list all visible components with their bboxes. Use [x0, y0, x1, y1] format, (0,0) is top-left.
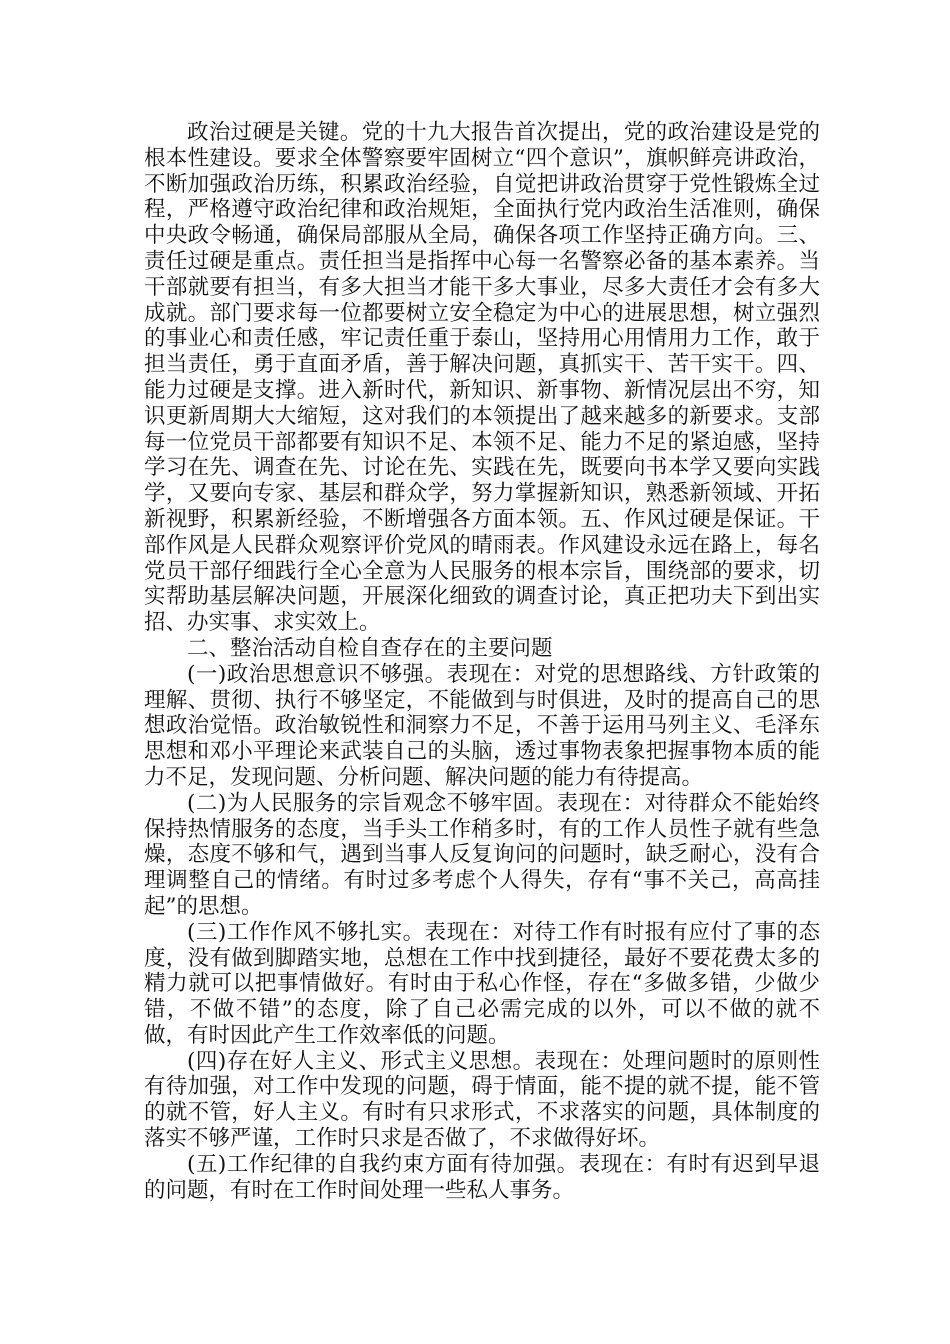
- paragraph-problem-2: (二)为人民服务的宗旨观念不够牢固。表现在：对待群众不能始终保持热情服务的态度，当手头工作稍多时，有的工作人员性子就有些急燥，态度不够和气，遇到当事人反复询问的问题时，缺乏耐心，没有合理调整自己的情绪。有时过多考虑个人得失，存有“事不关己，高高挂起”的思想。: [144, 790, 820, 919]
- section-heading-main-problems: 二、整治活动自检自查存在的主要问题: [187, 635, 553, 661]
- paragraph-problem-3: (三)工作作风不够扎实。表现在：对待工作有时报有应付了事的态度，没有做到脚踏实地，总想在工作中找到捷径，最好不要花费太多的精力就可以把事情做好。有时由于私心作怪，存在“多做多错，少做少错，不做不错”的态度，除了自己必需完成的以外，可以不做的就不做，有时因此产生工作效率低的问题。: [144, 919, 820, 1048]
- paragraph-problem-1: (一)政治思想意识不够强。表现在：对党的思想路线、方针政策的理解、贯彻、执行不够坚定，不能做到与时俱进，及时的提高自己的思想政治觉悟。政治敏锐性和洞察力不足，不善于运用马列主义、毛泽东思想和邓小平理论来武装自己的头脑，透过事物表象把握事物本质的能力不足，发现问题、分析问题、解决问题的能力有待提高。: [144, 661, 820, 790]
- paragraph-problem-4: (四)存在好人主义、形式主义思想。表现在：处理问题时的原则性有待加强，对工作中发现的问题，碍于情面，能不提的就不提，能不管的就不管，好人主义。有时有只求形式，不求落实的问题，具体制度的落实不够严谨，工作时只求是否做了，不求做得好坏。: [144, 1048, 820, 1152]
- paragraph-political-requirements: 政治过硬是关键。党的十九大报告首次提出，党的政治建设是党的根本性建设。要求全体警察要牢固树立“四个意识”，旗帜鲜亮讲政治，不断加强政治历练，积累政治经验，自觉把讲政治贯穿于党性锻炼全过程，严格遵守政治纪律和政治规矩，全面执行党内政治生活准则，确保中央政令畅通，确保局部服从全局，确保各项工作坚持正确方向。三、责任过硬是重点。责任担当是指挥中心每一名警察必备的基本素养。当干部就要有担当，有多大担当才能干多大事业，尽多大责任才会有多大成就。部门要求每一位都要树立安全稳定为中心的进展思想，树立强烈的事业心和责任感，牢记责任重于泰山，坚持用心用情用力工作，敢于担当责任，勇于直面矛盾，善于解决问题，真抓实干、苦干实干。四、能力过硬是支撑。进入新时代，新知识、新事物、新情况层出不穷，知识更新周期大大缩短，这对我们的本领提出了越来越多的新要求。支部每一位党员干部都要有知识不足、本领不足、能力不足的紧迫感，坚持学习在先、调查在先、讨论在先、实践在先，既要向书本学又要向实践学，又要向专家、基层和群众学，努力掌握新知识，熟悉新领域、开拓新视野，积累新经验，不断增强各方面本领。五、作风过硬是保证。干部作风是人民群众观察评价党风的晴雨表。作风建设永远在路上，每名党员干部仔细践行全心全意为人民服务的根本宗旨，围绕部的要求，切实帮助基层解决问题，开展深化细致的调查讨论，真正把功夫下到出实招、办实事、求实效上。: [144, 120, 820, 636]
- document-body: [144, 120, 820, 1203]
- paragraph-problem-5: (五)工作纪律的自我约束方面有待加强。表现在：有时有迟到早退的问题，有时在工作时间处理一些私人事务。: [144, 1151, 820, 1203]
